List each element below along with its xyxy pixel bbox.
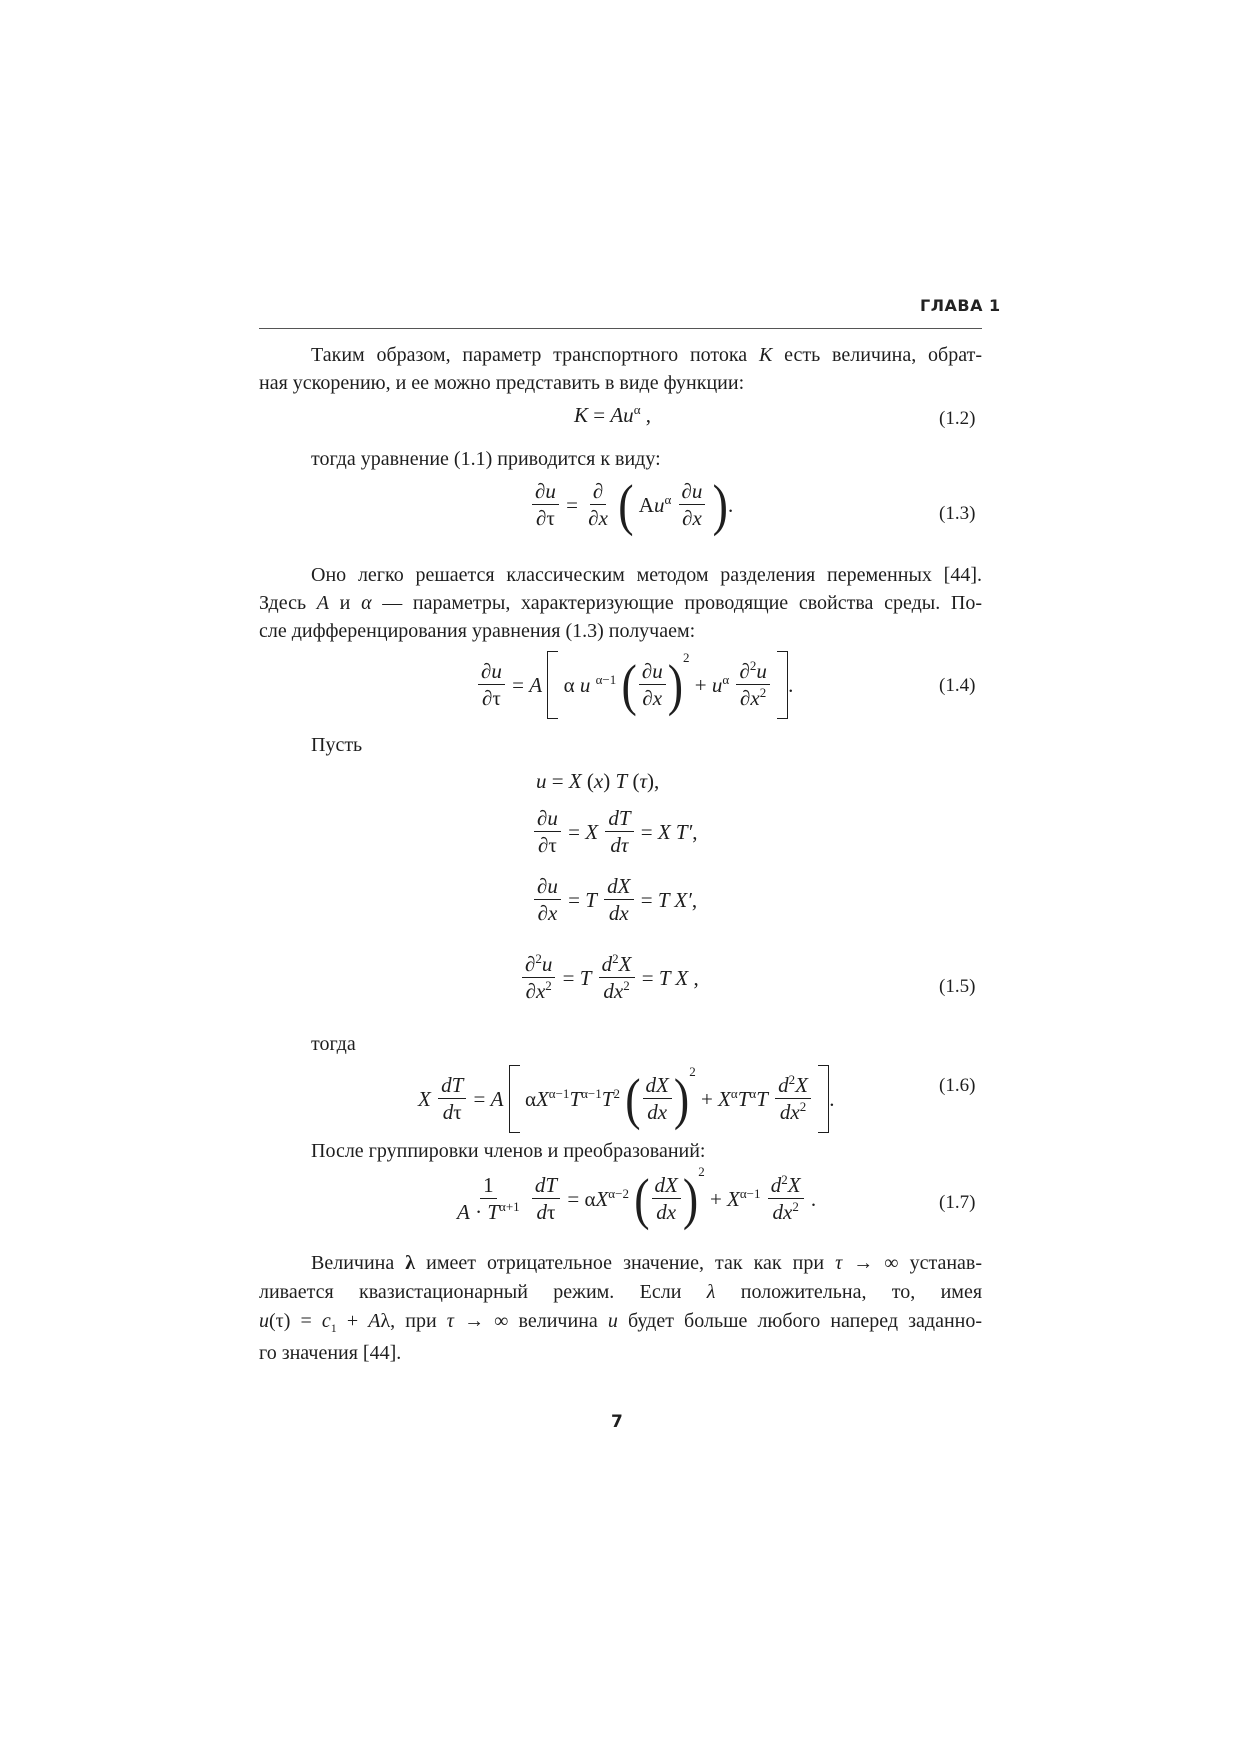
paragraph-1-line-1: Таким образом, параметр транспортного потока K есть величина, обрат- — [311, 344, 982, 366]
equation-number: (1.3) — [939, 503, 976, 524]
paragraph-7-line-1: Величина λ имеет отрицательное значение, так как при τ → ∞ устанав- — [311, 1252, 983, 1274]
equation-du-dx: $\frac{\partial u}{\partial x}$ = T $\frac{dX}{dx}$ = T X′, — [532, 876, 697, 924]
equation-1-4: $\frac{\partial u}{\partial\tau}$ = A α u $^{\alpha-1}$ ( $\frac{\partial u}{\partial x}$ )$^2 + u^\alpha$ $\frac{\partial^2u}{\partial x^2}$ . — [476, 651, 793, 719]
equation-du-dtau: $\frac{\partial u}{\partial\tau}$ = X $\frac{dT}{d\tau}$ = X T′, — [532, 808, 697, 856]
page-number: 7 — [611, 1412, 623, 1432]
chapter-header: ГЛАВА 1 — [920, 296, 1001, 315]
paragraph-7-line-3: $u(\tau) = c_1 + A\lambda$, при τ → ∞ величина u будет больше любого наперед заданно- — [259, 1310, 983, 1335]
paragraph-4: Пусть — [311, 734, 363, 756]
equation-1-5: $\frac{\partial^2u}{\partial x^2}$ = T $\frac{d^2X}{dx^2}$ = T X , — [520, 954, 699, 1002]
paragraph-7-line-4: го значения [44]. — [259, 1342, 402, 1364]
paragraph-3-line-3: сле дифференцирования уравнения (1.3) получаем: — [259, 620, 696, 642]
equation-number: (1.4) — [939, 675, 976, 696]
paragraph-7-line-2: ливается квазистационарный режим. Если λ положительна, то, имея — [259, 1281, 983, 1303]
paragraph-2: тогда уравнение (1.1) приводится к виду: — [311, 448, 661, 470]
equation-1-7: $\frac{1}{A \cdot T^{\alpha+1}}$ $\frac{dT}{d\tau}$ = $\alpha X^{\alpha-2}$ ( $\frac{dX}{dx}$ )$^2 + X^{\alpha-1}$ $\frac{d^2X}{dx^2}$ . — [457, 1164, 817, 1231]
equation-number: (1.7) — [939, 1192, 976, 1213]
equation-number: (1.6) — [939, 1075, 976, 1096]
paragraph-1-line-2: ная ускорению, и ее можно представить в виде функции: — [259, 372, 745, 394]
equation-1-2: $K = Au^\alpha$ , — [574, 402, 651, 427]
equation-1-3: $\frac{\partial u}{\partial\tau}$ = $\frac{\partial}{\partial x}$ ( $Au^\alpha$ $\frac{\partial u}{\partial x}$ ). — [530, 481, 733, 529]
paragraph-3-line-1: Оно легко решается классическим методом разделения переменных [44]. — [311, 564, 982, 586]
equation-number: (1.5) — [939, 976, 976, 997]
equation-separation: u = X (x) T (τ), — [536, 769, 660, 793]
equation-1-6: X $\frac{dT}{d\tau}$ = A $\alpha X^{\alpha-1}T^{\alpha-1}T^2$ ( $\frac{dX}{dx}$ )$^2 + X^\alpha T^\alpha T$ $\frac{d^2X}{dx^2}$ . — [418, 1065, 834, 1133]
paragraph-6: После группировки членов и преобразований: — [311, 1140, 706, 1162]
equation-number: (1.2) — [939, 408, 976, 429]
paragraph-3-line-2: Здесь A и α — параметры, характеризующие проводящие свойства среды. По- — [259, 592, 983, 614]
header-rule — [259, 328, 982, 329]
paragraph-5: тогда — [311, 1033, 356, 1055]
